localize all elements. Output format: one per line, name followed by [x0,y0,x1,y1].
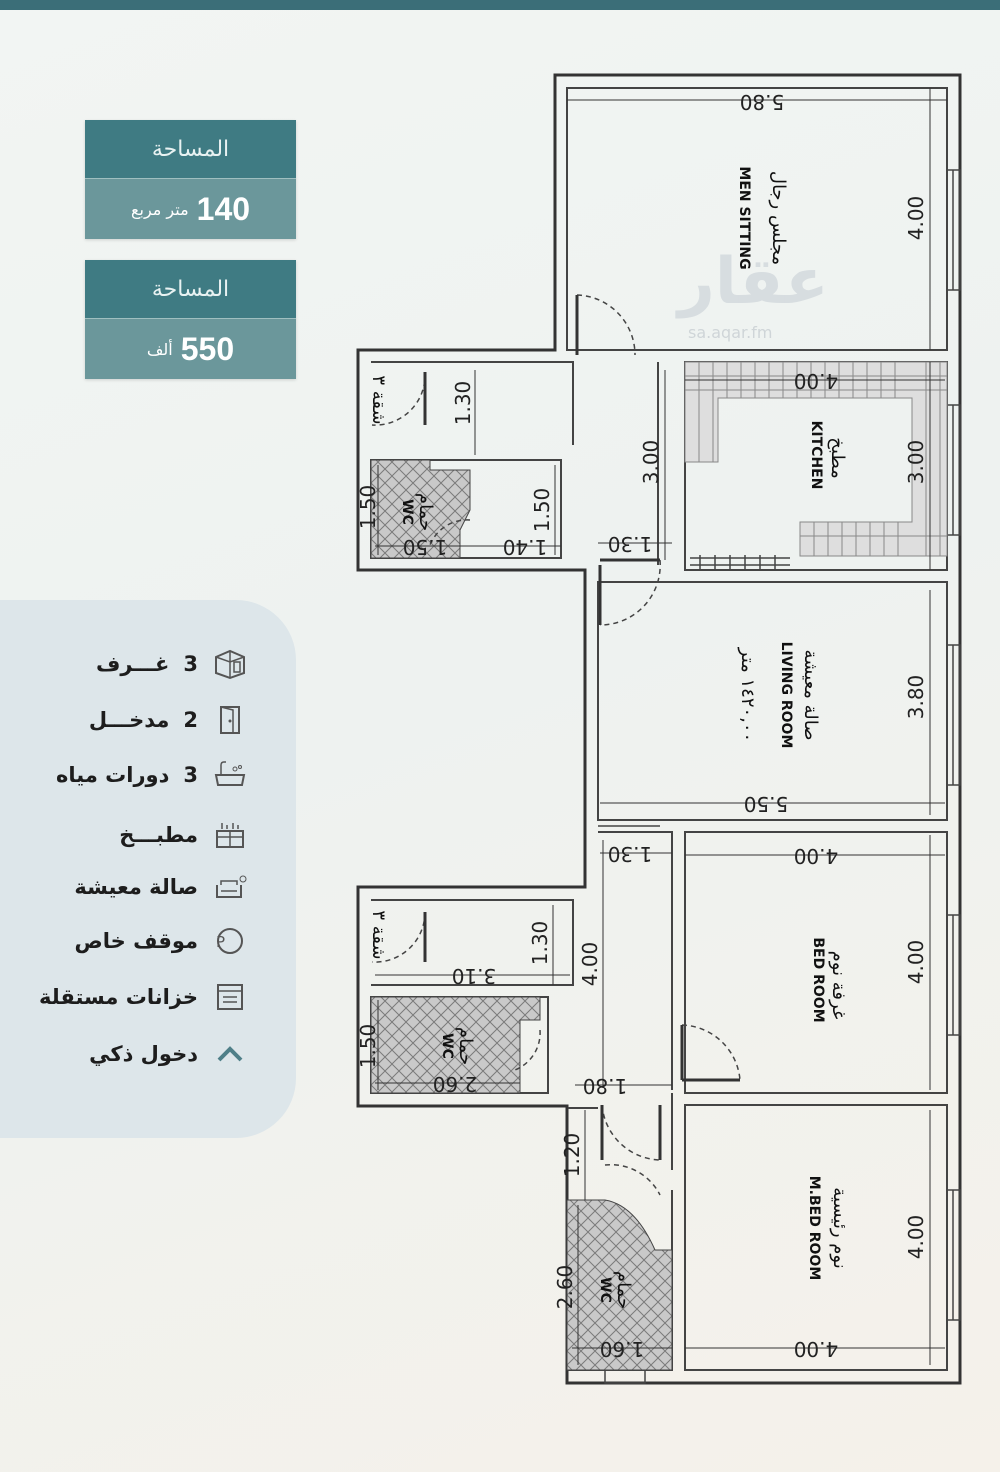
feature-rooms-label: غـــرف [96,652,170,676]
wc1-en: WC [399,499,415,525]
brand-watermark-url: sa.aqar.fm [688,323,773,342]
dim-label: 4.00 [904,939,928,985]
dim-label: 1.50 [530,487,554,533]
dim-label: 2.60 [553,1264,577,1310]
mbed-en: M.BED ROOM [806,1175,822,1281]
dim-label: 3.10 [451,964,497,988]
dimension-labels [356,90,928,1361]
area-value: 140 [196,190,251,227]
bed-en: BED ROOM [810,937,826,1023]
bed-ar: غرفة نوم [828,950,849,1020]
feature-smart-entry-label: دخول ذكي [89,1042,198,1066]
wc1-ar: حمام [415,492,436,532]
wc2-ar: حمام [455,1026,476,1066]
feature-living-label: صالة معيشة [74,875,198,899]
dim-label: 4.00 [904,1214,928,1260]
wc3-ar: حمام [613,1270,634,1310]
dimension-lines [375,88,947,1365]
wc3-en: WC [597,1277,613,1303]
dim-label: 3.00 [904,439,928,485]
windows [598,170,960,1383]
feature-rooms-count: 3 [183,652,198,676]
feature-tanks-label: خزانات مستقلة [39,985,198,1009]
men-sitting-ar: مجلس رجال [768,170,789,266]
dim-label: 4.00 [793,369,839,393]
living-en: LIVING ROOM [778,641,794,749]
kitchen-ar: مطبخ [827,437,848,479]
dim-label: 3.80 [904,674,928,720]
dim-label: 4.00 [793,1337,839,1361]
feature-kitchen-label: مطبـــخ [119,823,198,847]
dim-label: 1.50 [402,535,448,559]
dim-label: 1.40 [502,535,548,559]
feature-entrances-label: مدخـــل [88,708,170,732]
shaft1-label: شقة ٣ [368,375,389,425]
outer-walls [358,75,960,1383]
dim-label: 4.00 [793,844,839,868]
svg-text:P: P [215,933,225,951]
dim-label: 1.50 [356,1023,380,1069]
price-value: 550 [180,330,235,367]
dim-label: 1.30 [607,842,653,866]
dim-label: 4.00 [578,941,602,987]
dim-label: 1.20 [560,1132,584,1178]
wc2-en: WC [439,1033,455,1059]
dim-label: 5.50 [743,792,789,816]
shaft2-label: شقة ٣ [368,910,389,960]
price-unit: ألف [146,339,173,359]
dim-label: 3.00 [639,439,663,485]
dim-label: 1.30 [528,920,552,966]
feature-parking-label: موقف خاص [74,929,198,953]
brand-watermark: عقار [678,245,829,319]
feature-bathrooms-count: 3 [183,763,198,787]
wc-floors [371,460,672,1370]
room-labels [368,166,850,1309]
dim-label: 1.60 [599,1337,645,1361]
price-label: المساحة [85,260,296,318]
living-area: ١٤٢٠,٠٠ متر [737,647,758,743]
inner-walls [371,88,947,1370]
dim-label: 1.80 [582,1074,628,1098]
dim-label: 1.30 [451,380,475,426]
feature-entrances-count: 2 [183,708,198,732]
feature-bathrooms-label: دورات مياه [55,763,170,787]
dim-label: 4.00 [904,195,928,241]
men-sitting-en: MEN SITTING [736,166,752,270]
kitchen-en: KITCHEN [808,420,824,490]
area-label: المساحة [85,120,296,178]
dim-label: 1.30 [607,532,653,556]
dim-label: 2.60 [432,1072,478,1096]
dim-label: 1.50 [356,484,380,530]
living-ar: صالة معيشة [800,649,821,741]
area-unit: متر مربع [130,199,189,219]
mbed-ar: نوم رئيسية [829,1187,850,1269]
dim-label: 5.80 [739,90,785,114]
